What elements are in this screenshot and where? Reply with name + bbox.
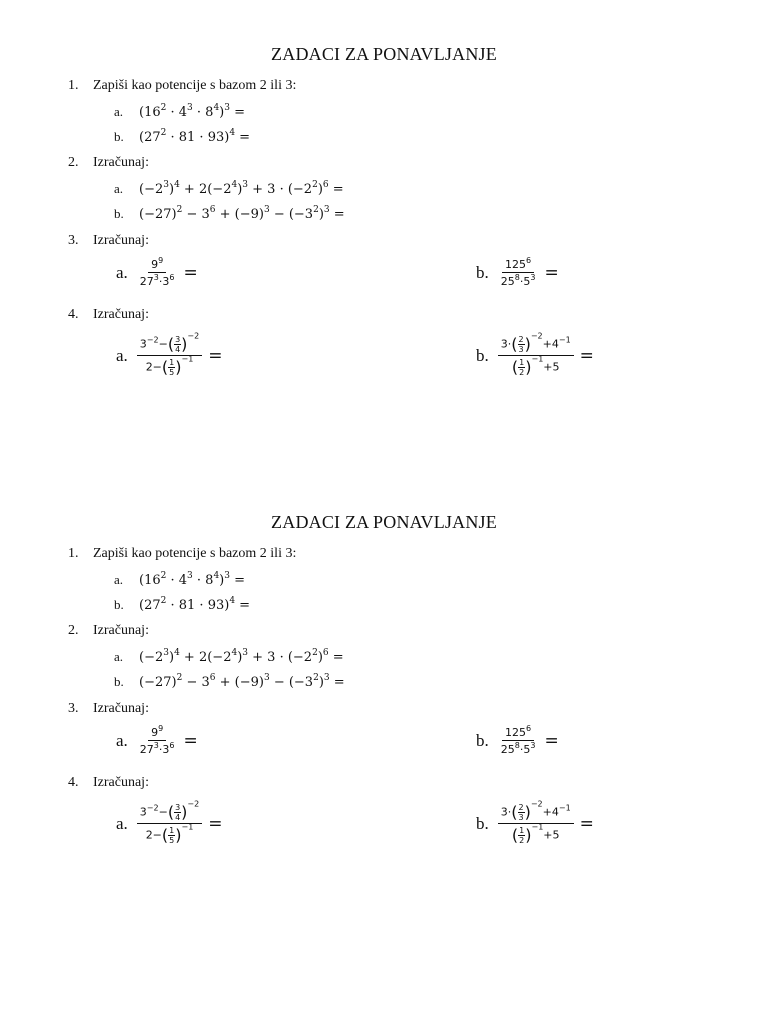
math-expression: $(-2^3)^4 + 2(-2^4)^3 + 3 \cdot (-2^2)^6$ = — [139, 180, 344, 197]
exercise-label: b. — [114, 206, 124, 221]
exercise-label: b. — [114, 597, 124, 612]
exercise-label: b. — [476, 731, 489, 750]
question-4 — [68, 307, 149, 323]
exercise-4b — [476, 331, 594, 377]
question-text: Izračunaj: — [93, 623, 149, 638]
exercise-label: a. — [114, 649, 124, 664]
exercise-2b — [114, 674, 345, 691]
exercise-label: b. — [114, 674, 124, 689]
exercise-label: b. — [476, 814, 489, 833]
question-number: 2. — [68, 155, 79, 170]
exercise-label: a. — [114, 572, 124, 587]
exercise-label: a. — [116, 346, 128, 365]
exercise-label: a. — [114, 104, 124, 119]
exercise-3a — [116, 258, 198, 288]
question-text: Izračunaj: — [93, 775, 149, 790]
math-expression: $(16^2 \cdot 4^3 \cdot 8^4)^3$ = — [139, 571, 246, 588]
exercise-4b — [476, 799, 594, 845]
fraction: 3·( $\frac{2}{3}$ )$^{-2}+4^{-1}$ ( $\frac{1}{2}$ )$^{-1}$+5 — [498, 803, 574, 845]
exercise-2a — [114, 649, 344, 666]
exercise-4a — [116, 331, 223, 377]
exercise-4a — [116, 799, 223, 845]
question-text: Zapiši kao potencije s bazom 2 ili 3: — [93, 546, 297, 561]
question-number: 1. — [68, 546, 79, 561]
exercise-label: a. — [116, 814, 128, 833]
fraction: $\frac{125^6}{25^8\cdot 5^3}$ — [500, 724, 536, 756]
fraction: $3^{-2}-$( $\frac{3}{4}$ )$^{-2}$ 2−( $\frac{1}{5}$ )$^{-1}$ — [137, 803, 202, 845]
question-text: Izračunaj: — [93, 307, 149, 322]
question-3 — [68, 233, 149, 249]
question-text: Zapiši kao potencije s bazom 2 ili 3: — [93, 78, 297, 93]
exercise-2a — [114, 181, 344, 198]
equals-sign: = — [183, 263, 198, 283]
question-4 — [68, 775, 149, 791]
math-expression: $(-27)^2 - 3^6 + (-9)^3 - (-3^2)^3$ = — [139, 673, 345, 690]
fraction: $\frac{125^6}{25^8\cdot 5^3}$ — [500, 256, 536, 288]
equals-sign: = — [544, 731, 559, 751]
question-number: 1. — [68, 78, 79, 93]
question-text: Izračunaj: — [93, 233, 149, 248]
exercise-1b — [114, 129, 250, 146]
equals-sign: = — [183, 731, 198, 751]
page-title: ZADACI ZA PONAVLJANJE — [271, 512, 497, 532]
question-1 — [68, 546, 296, 562]
equals-sign: = — [208, 814, 223, 834]
question-3 — [68, 701, 149, 717]
question-2 — [68, 623, 149, 639]
math-expression: $(16^2 \cdot 4^3 \cdot 8^4)^3$ = — [139, 103, 246, 120]
question-number: 3. — [68, 701, 79, 716]
question-2 — [68, 155, 149, 171]
page-title: ZADACI ZA PONAVLJANJE — [271, 44, 497, 64]
question-number: 4. — [68, 307, 79, 322]
exercise-1a — [114, 104, 245, 121]
exercise-1a — [114, 572, 245, 589]
exercise-label: b. — [476, 263, 489, 282]
question-number: 4. — [68, 775, 79, 790]
math-expression: $(-2^3)^4 + 2(-2^4)^3 + 3 \cdot (-2^2)^6$ = — [139, 648, 344, 665]
fraction: $3^{-2}-$( $\frac{3}{4}$ )$^{-2}$ 2−( $\frac{1}{5}$ )$^{-1}$ — [137, 335, 202, 377]
math-expression: $(27^2 \cdot 81 \cdot 93)^4$ = — [139, 128, 251, 145]
exercise-3b — [476, 726, 559, 756]
exercise-label: a. — [116, 731, 128, 750]
equals-sign: = — [544, 263, 559, 283]
equals-sign: = — [208, 346, 223, 366]
fraction: $\frac{9^9}{27^3\cdot 3^6}$ — [139, 256, 175, 288]
exercise-label: a. — [114, 181, 124, 196]
exercise-label: b. — [114, 129, 124, 144]
exercise-3a — [116, 726, 198, 756]
exercise-label: b. — [476, 346, 489, 365]
equals-sign: = — [579, 814, 594, 834]
fraction: $\frac{9^9}{27^3\cdot 3^6}$ — [139, 724, 175, 756]
math-expression: $(27^2 \cdot 81 \cdot 93)^4$ = — [139, 596, 251, 613]
equals-sign: = — [579, 346, 594, 366]
exercise-2b — [114, 206, 345, 223]
question-number: 2. — [68, 623, 79, 638]
math-expression: $(-27)^2 - 3^6 + (-9)^3 - (-3^2)^3$ = — [139, 205, 345, 222]
question-text: Izračunaj: — [93, 701, 149, 716]
exercise-1b — [114, 597, 250, 614]
exercise-label: a. — [116, 263, 128, 282]
question-text: Izračunaj: — [93, 155, 149, 170]
fraction: 3·( $\frac{2}{3}$ )$^{-2}+4^{-1}$ ( $\frac{1}{2}$ )$^{-1}$+5 — [498, 335, 574, 377]
question-number: 3. — [68, 233, 79, 248]
exercise-3b — [476, 258, 559, 288]
question-1 — [68, 78, 296, 94]
